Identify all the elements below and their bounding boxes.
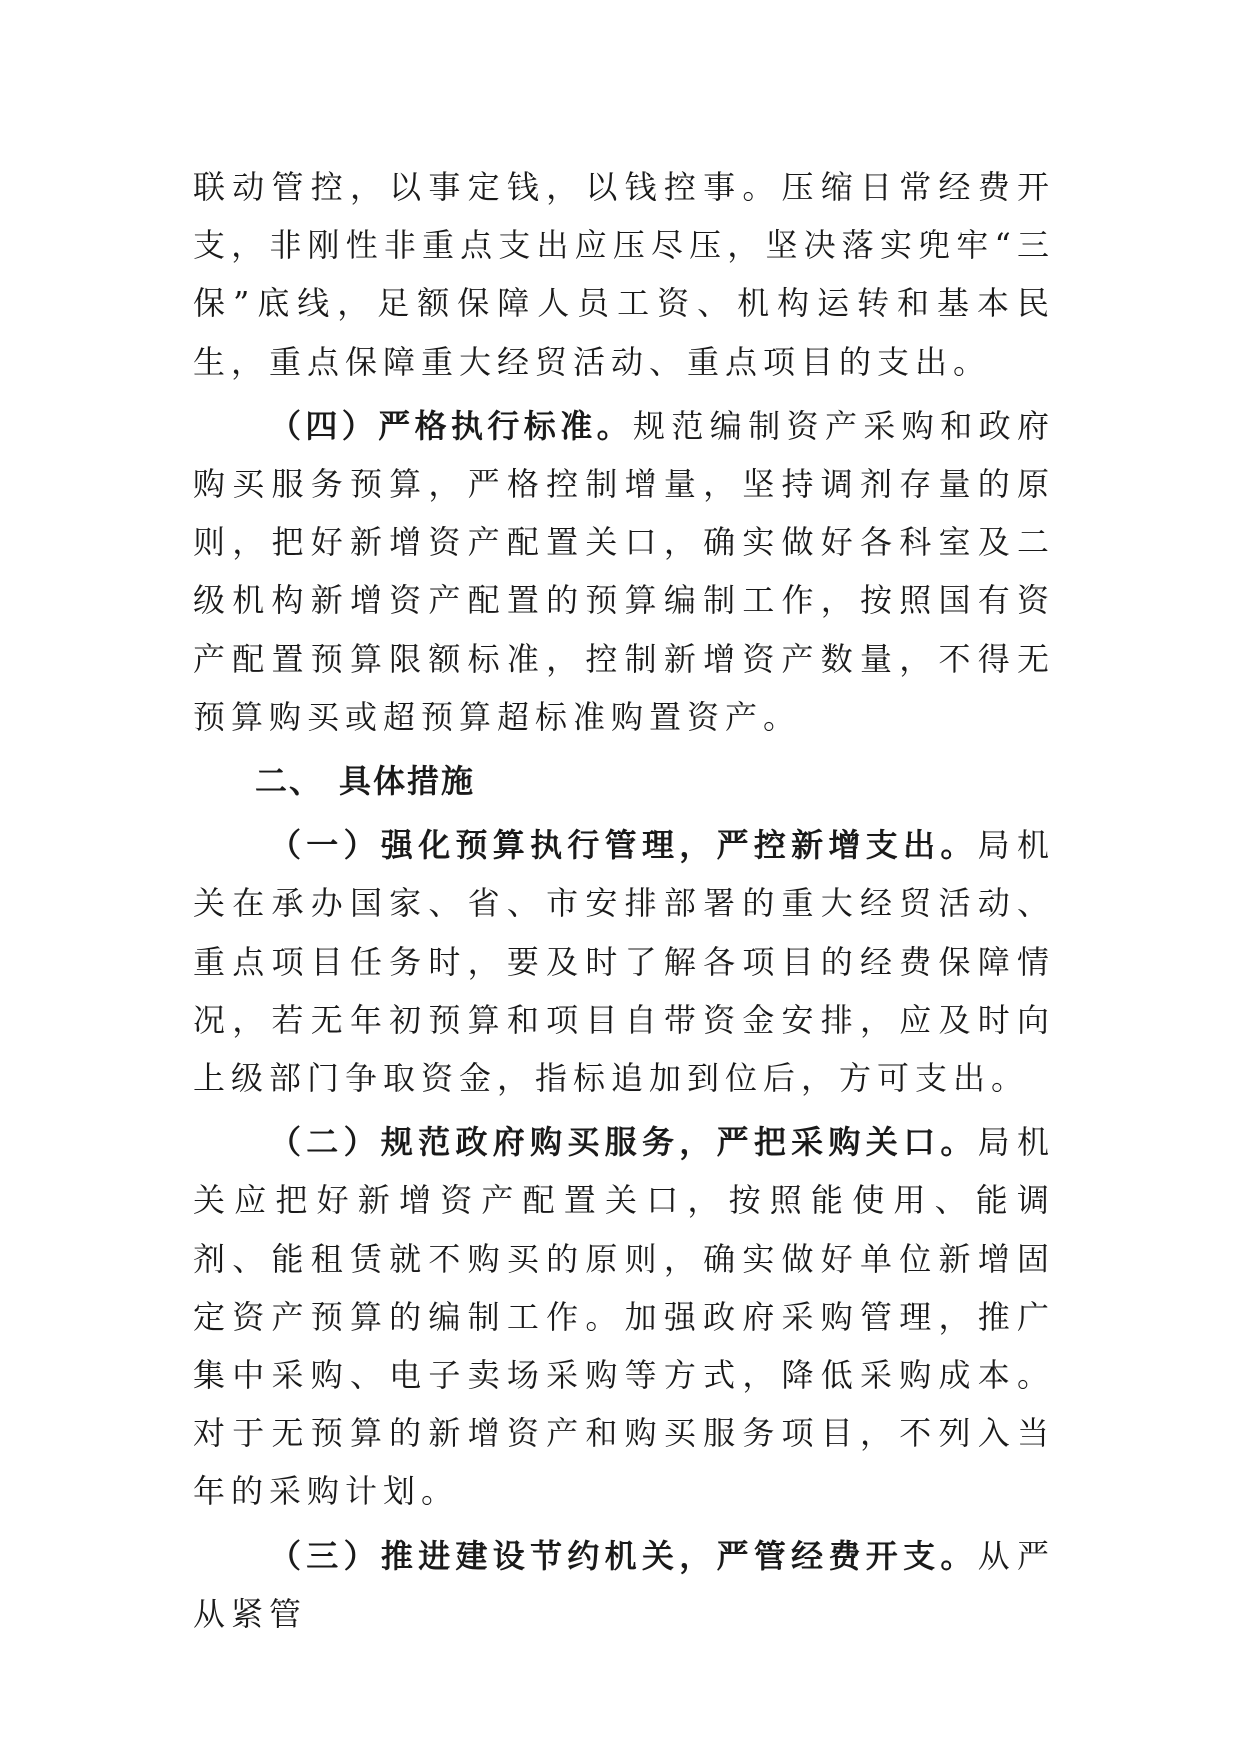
measure-paragraph-2 — [193, 1113, 1055, 1520]
section-title: 具体措施 — [339, 762, 476, 801]
paragraph-lead: （四）严格执行标准。 — [269, 406, 633, 445]
measure-text: 局机关应把好新增资产配置关口，按照能使用、能调剂、能租赁就不购买的原则，确实做好单位新增固定资产预算的编制工作。加强政府采购管理，推广集中采购、电子卖场采购等方式，降低采购成本。对于无预算的新增资产和购买服务项目，不列入当年的采购计划。 — [193, 1123, 1055, 1511]
measure-paragraph-3 — [193, 1527, 1055, 1643]
measure-paragraph-1 — [193, 816, 1055, 1107]
section-heading — [193, 752, 1055, 810]
measure-text: 局机关在承办国家、省、市安排部署的重大经贸活动、重点项目任务时，要及时了解各项目的经费保障情况，若无年初预算和项目自带资金安排，应及时向上级部门争取资金，指标追加到位后，方可支出。 — [193, 826, 1055, 1098]
measure-lead: （三）推进建设节约机关，严管经费开支。 — [269, 1536, 978, 1575]
document-body — [193, 158, 1055, 1643]
paragraph-text: 规范编制资产采购和政府购买服务预算，严格控制增量，坚持调剂存量的原则，把好新增资产配置关口，确实做好各科室及二级机构新增资产配置的预算编制工作，按照国有资产配置预算限额标准，控制新增资产数量，不得无预算购买或超预算超标准购置资产。 — [193, 406, 1055, 736]
measure-text: 从严从紧管 — [193, 1536, 1055, 1633]
paragraph-continuation — [193, 158, 1055, 391]
section-number: 二、 — [255, 762, 324, 801]
paragraph-text: 联动管控，以事定钱，以钱控事。压缩日常经费开支，非刚性非重点支出应压尽压，坚决落实兜牢“三保”底线，足额保障人员工资、机构运转和基本民生，重点保障重大经贸活动、重点项目的支出。 — [193, 168, 1055, 381]
measure-lead: （二）规范政府购买服务，严把采购关口。 — [269, 1123, 978, 1162]
measure-lead: （一）强化预算执行管理，严控新增支出。 — [269, 826, 978, 865]
paragraph-strict-standards — [193, 397, 1055, 746]
